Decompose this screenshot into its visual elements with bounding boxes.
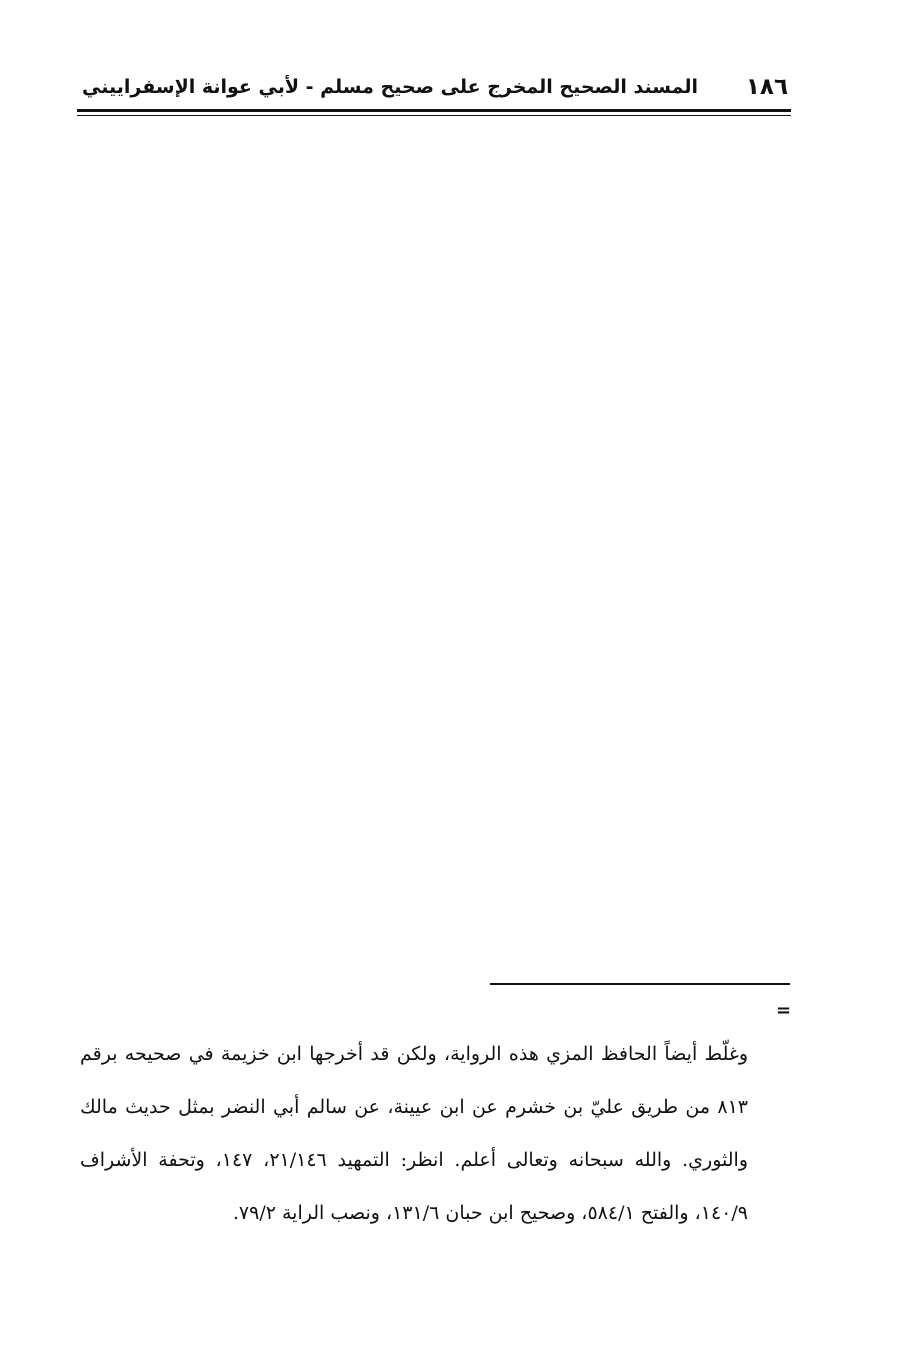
footnote-line: وغلّط أيضاً الحافظ المزي هذه الرواية، ولكن قد أخرجها ابن خزيمة في صحيحه برقم bbox=[80, 1043, 748, 1065]
footnote-line: ١٤٠/٩، والفتح ٥٨٤/١، وصحيح ابن حبان ١٣١/٦، ونصب الراية ٧٩/٢. bbox=[232, 1202, 748, 1224]
footnote-line: والثوري. والله سبحانه وتعالى أعلم. انظر: التمهيد ٢١/١٤٦، ١٤٧، وتحفة الأشراف bbox=[80, 1149, 748, 1171]
footnote-text bbox=[80, 1028, 748, 1240]
header-rule-thick bbox=[77, 109, 791, 112]
page-number: ١٨٦ bbox=[745, 74, 788, 100]
footnote-line: ٨١٣ من طريق عليّ بن خشرم عن ابن عيينة، عن سالم أبي النضر بمثل حديث مالك bbox=[80, 1096, 748, 1118]
running-title: المسند الصحيح المخرج على صحيح مسلم - لأبي عوانة الإسفراييني bbox=[82, 76, 698, 98]
header-rule-thin bbox=[77, 115, 791, 116]
footnote-separator bbox=[490, 983, 790, 985]
footnote-continuation-mark: = bbox=[776, 1000, 792, 1021]
page-header bbox=[82, 70, 788, 104]
